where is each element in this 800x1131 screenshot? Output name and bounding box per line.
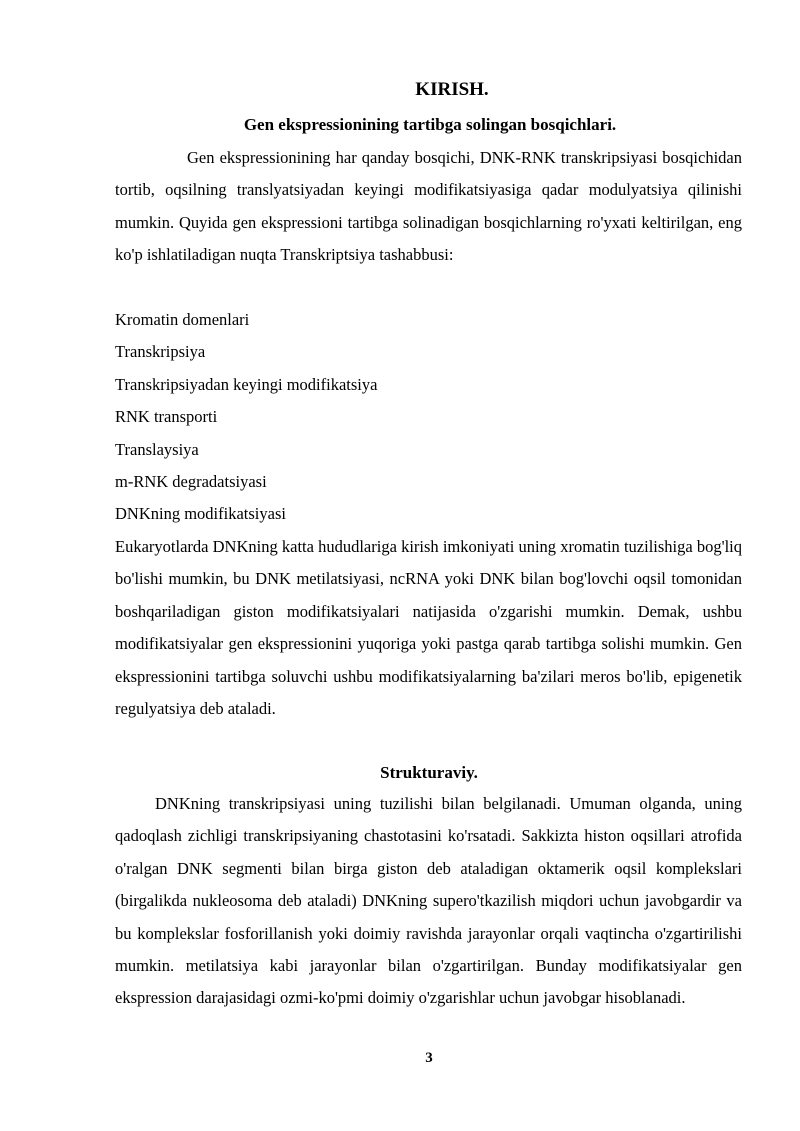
list-item: Kromatin domenlari bbox=[115, 310, 250, 329]
list-item: Transkripsiyadan keyingi modifikatsiya bbox=[115, 374, 378, 394]
page-number: 3 bbox=[425, 1050, 433, 1066]
list-item: DNKning modifikatsiyasi bbox=[115, 504, 286, 524]
paragraph-structural: DNKning transkripsiyasi uning tuzilishi bilan belgilanadi. Umuman olganda, uning qadoqlash zichligi transkripsiyaning chastotasini ko'rsatadi. Sakkizta histon oqsillari atrofida o'ralgan DNK segmenti bilan birga giston deb ataladigan oktamerik oqsil komplekslari (birgalikda nukleosoma deb ataladi) DNKning supero'tkazilish miqdori uchun javobgardir va bu komplekslar fosforillanish yoki doimiy ravishda jarayonlar orqali vaqtincha o'zgartirilishi mumkin. metilatsiya kabi jarayonlar bilan o'zgartirilgan. Bunday modifikatsiyalar gen ekspression darajasidagi ozmi-ko'pmi doimiy o'zgarishlar uchun javobgar hisoblanadi. bbox=[115, 794, 742, 1008]
intro-paragraph: Gen ekspressionining har qanday bosqichi, DNK-RNK transkripsiyasi bosqichidan tortib, oqsilning translyatsiyadan keyingi modifikatsiyasiga qadar modulyatsiya qilinishi mumkin. Quyida gen ekspressioni tartibga solinadigan bosqichlarning ro'yxati keltirilgan, eng ko'p ishlatiladigan nuqta Transkriptsiya tashabbusi: bbox=[115, 148, 742, 265]
list-item: m-RNK degradatsiyasi bbox=[115, 472, 267, 492]
page-title: KIRISH. bbox=[415, 79, 489, 100]
list-item: Transkripsiya bbox=[115, 342, 206, 362]
stages-list bbox=[115, 304, 742, 531]
paragraph-eukaryotes: Eukaryotlarda DNKning katta hududlariga kirish imkoniyati uning xromatin tuzilishiga bog'liq bo'lishi mumkin, bu DNK metilatsiyasi, ncRNA yoki DNK bilan bog'lovchi oqsil tomonidan boshqariladigan giston modifikatsiyalari natijasida o'zgarishi mumkin. Demak, ushbu modifikatsiyalar gen ekspressionini yuqoriga yoki pastga qarab tartibga solishi mumkin. Gen ekspressionini tartibga soluvchi ushbu modifikatsiyalarning ba'zilari meros bo'lib, epigenetik regulyatsiya deb ataladi. bbox=[115, 537, 742, 719]
list-item: Translaysiya bbox=[115, 439, 199, 459]
section-heading-structural: Strukturaviy. bbox=[380, 763, 478, 782]
list-item: RNK transporti bbox=[115, 407, 218, 427]
section-subtitle: Gen ekspressionining tartibga solingan bosqichlari. bbox=[243, 115, 617, 134]
